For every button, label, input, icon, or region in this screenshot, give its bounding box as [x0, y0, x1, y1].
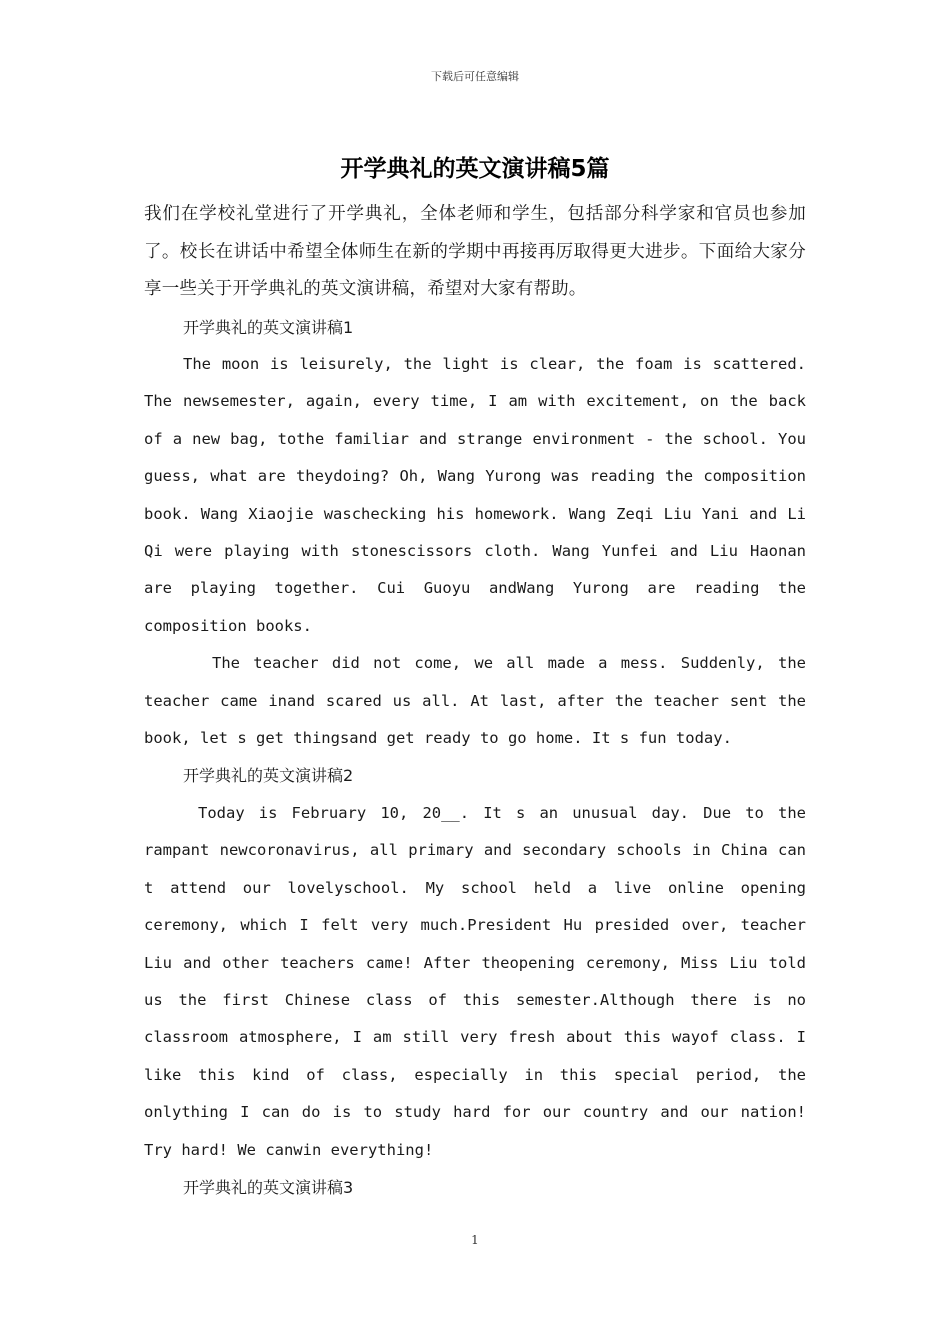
page-header: 下载后可任意编辑 — [431, 70, 519, 83]
document-body — [144, 196, 806, 1207]
page-number: 1 — [471, 1233, 479, 1247]
section-heading-3: 开学典礼的英文演讲稿3 — [183, 1178, 354, 1198]
section-heading-2: 开学典礼的英文演讲稿2 — [183, 766, 354, 786]
document-title: 开学典礼的英文演讲稿5篇 — [340, 156, 610, 182]
section-heading-1: 开学典礼的英文演讲稿1 — [183, 317, 354, 337]
section-2-paragraph-1: Today is February 10, 20__. It s an unusual day. Due to the rampant newcoronavirus, all primary and secondary schools in China can t attend our lovelyschool. My school held a live online opening ceremony, which I felt very much.President Hu presided over, teacher Liu and other teachers came! After theopening ceremony, Miss Liu told us the first Chinese class of this semester.Although there is no classroom atmosphere, I am still very fresh about this wayof class. I like this kind of class, especially in this special period, the onlything I can do is to study hard for our country and our nation! Try hard! We canwin everything! — [144, 803, 806, 1159]
section-1-paragraph-1: The moon is leisurely, the light is clear, the foam is scattered. The newsemester, again, every time, I am with excitement, on the back of a new bag, tothe familiar and strange environment - the school. You guess, what are theydoing? Oh, Wang Yurong was reading the composition book. Wang Xiaojie waschecking his homework. Wang Zeqi Liu Yani and Li Qi were playing with stonescissors cloth. Wang Yunfei and Liu Haonan are playing together. Cui Guoyu andWang Yurong are reading the composition books. — [144, 355, 806, 635]
section-1-paragraph-2: The teacher did not come, we all made a mess. Suddenly, the teacher came inand scared us all. At last, after the teacher sent the book, let s get thingsand get ready to go home. It s fun today. — [144, 654, 806, 748]
intro-paragraph: 我们在学校礼堂进行了开学典礼，全体老师和学生，包括部分科学家和官员也参加了。校长在讲话中希望全体师生在新的学期中再接再厉取得更大进步。下面给大家分享一些关于开学典礼的英文演讲稿，希望对大家有帮助。 — [144, 204, 806, 299]
